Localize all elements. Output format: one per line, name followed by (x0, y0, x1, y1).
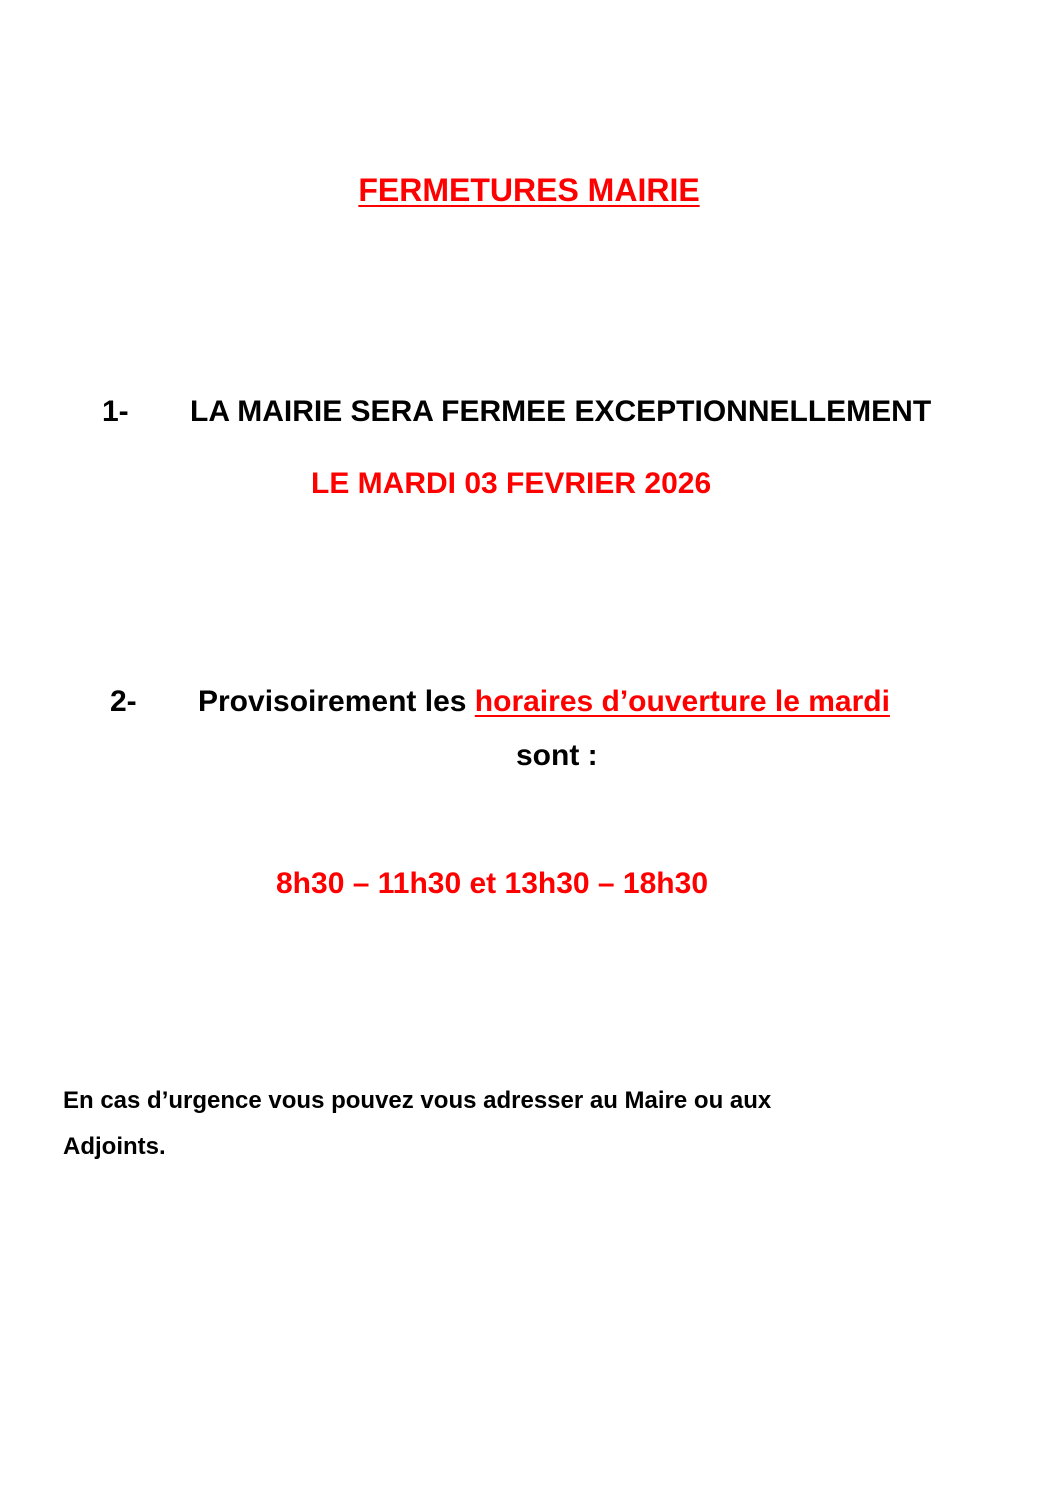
hours-afternoon: 13h30 – 18h30 (504, 867, 708, 900)
hours-morning: 8h30 – 11h30 (276, 867, 462, 900)
item2-number: 2- (110, 685, 137, 718)
item2-highlight: horaires d’ouverture le mardi (474, 685, 890, 718)
note-line-1: En cas d’urgence vous pouvez vous adresser au Maire ou aux (63, 1087, 772, 1114)
item2-text-after: sont : (516, 739, 598, 772)
note-line-2: Adjoints. (63, 1133, 166, 1160)
item1-text: LA MAIRIE SERA FERMEE EXCEPTIONNELLEMENT (190, 395, 932, 428)
item1-number: 1- (102, 395, 129, 428)
item2-text (198, 682, 890, 722)
opening-hours (276, 864, 708, 904)
emergency-note (63, 1078, 923, 1170)
item1-date: LE MARDI 03 FEVRIER 2026 (311, 467, 712, 500)
page-title: FERMETURES MAIRIE (358, 172, 700, 208)
hours-conjunction: et (461, 867, 505, 900)
item2-text-before: Provisoirement les (198, 685, 475, 718)
